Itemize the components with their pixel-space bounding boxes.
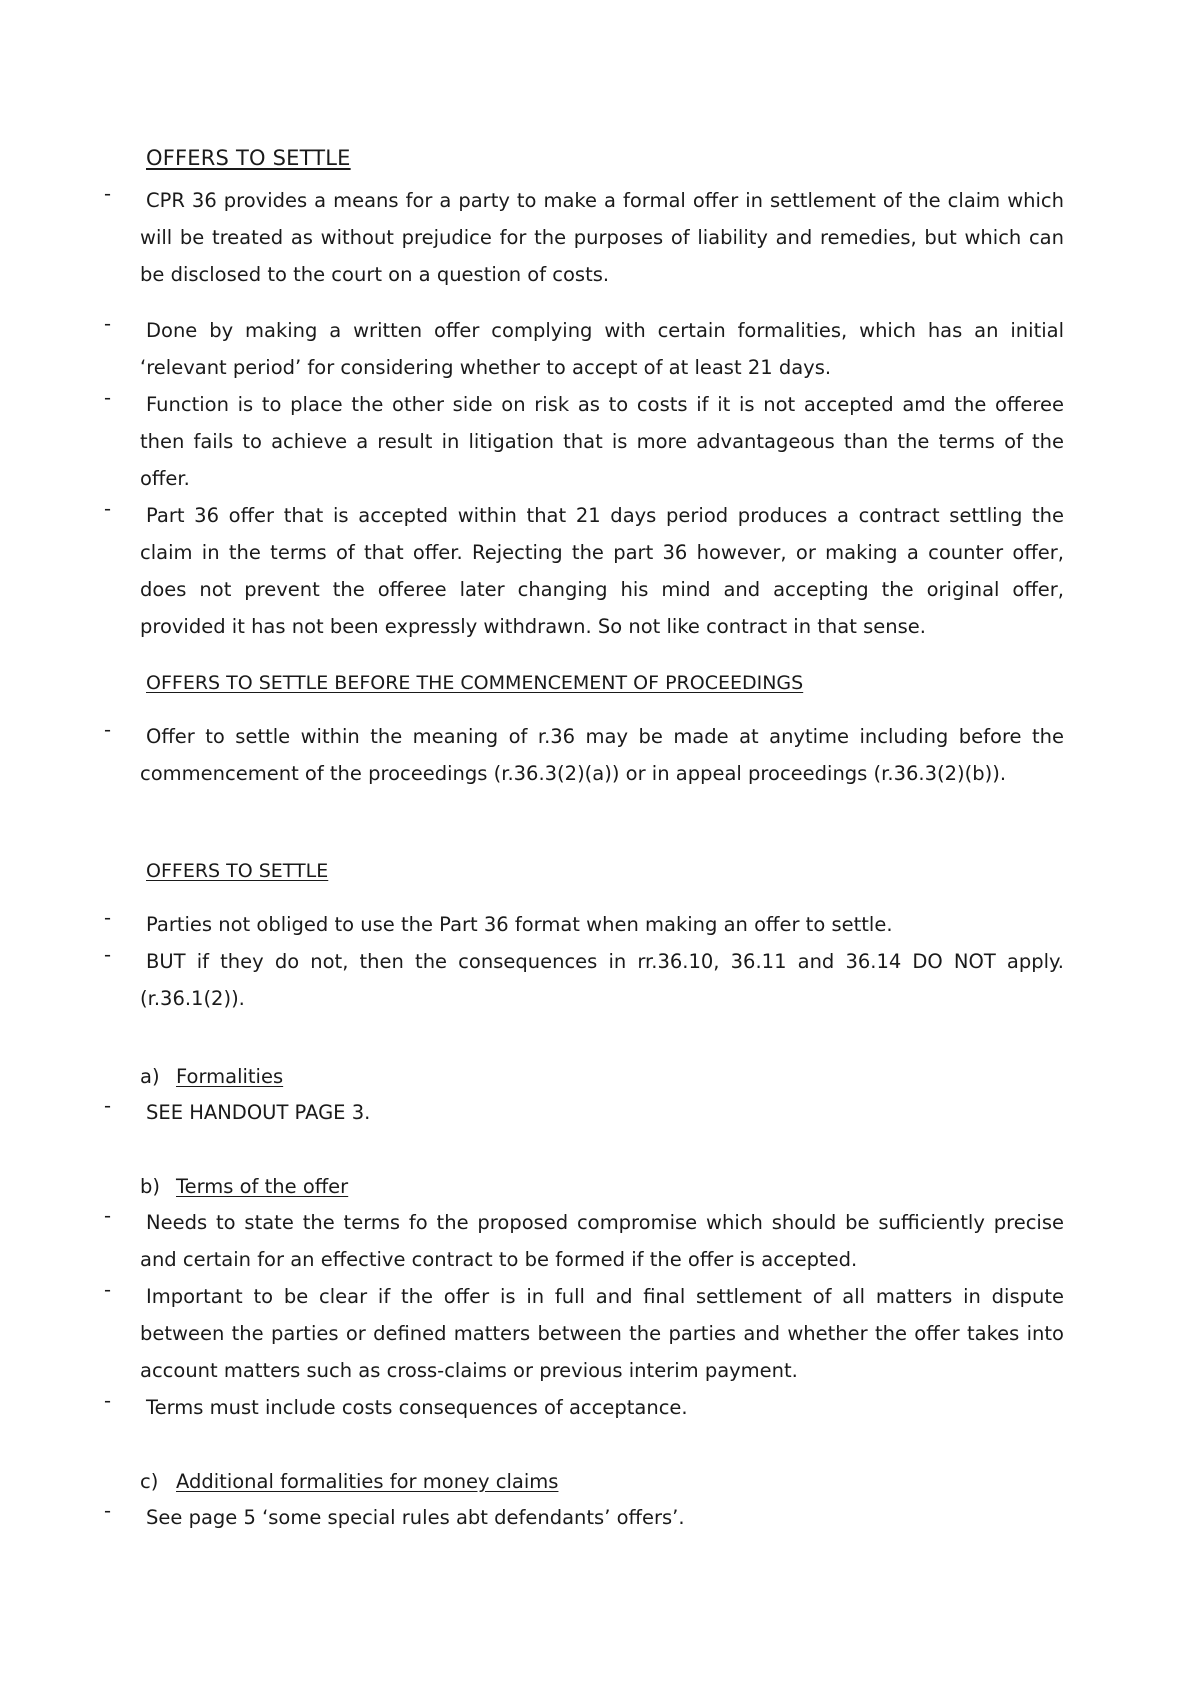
list-item — [104, 1204, 1064, 1278]
list-item — [104, 386, 1064, 497]
list-item — [104, 1499, 1064, 1536]
subsection-a — [140, 1065, 283, 1088]
list-item — [104, 1389, 1064, 1426]
list-item — [104, 906, 1064, 943]
list-item — [104, 1278, 1064, 1389]
subsection-c — [140, 1470, 558, 1493]
bullet-dash: - — [104, 718, 112, 741]
bullet-dash: - — [104, 1389, 112, 1412]
bullet-dash: - — [104, 906, 112, 929]
bullet-text: Important to be clear if the offer is in full and final settlement of all matters in dispute between the parties or defined matters between the parties and whether the offer takes into account matters such as cross-claims or previous interim payment. — [140, 1285, 1064, 1382]
list-item — [104, 497, 1064, 645]
section-heading: OFFERS TO SETTLE — [146, 860, 329, 882]
subsection-letter: c) — [140, 1470, 159, 1493]
bullet-dash: - — [104, 182, 112, 205]
bullet-text: See page 5 ‘some special rules abt defendants’ offers’. — [146, 1506, 685, 1529]
bullet-dash: - — [104, 386, 112, 409]
bullet-dash: - — [104, 943, 112, 966]
bullet-text: Offer to settle within the meaning of r.36 may be made at anytime including before the commencement of the proceedings (r.36.3(2)(a)) or in appeal proceedings (r.36.3(2)(b)). — [140, 725, 1064, 785]
list-item — [104, 1094, 1064, 1131]
subsection-letter: b) — [140, 1175, 160, 1198]
bullet-text: SEE HANDOUT PAGE 3. — [146, 1101, 371, 1124]
subsection-label: Formalities — [176, 1065, 284, 1088]
section-heading: OFFERS TO SETTLE BEFORE THE COMMENCEMENT OF PROCEEDINGS — [146, 672, 804, 694]
list-item — [104, 718, 1064, 792]
subsection-label: Additional formalities for money claims — [176, 1470, 559, 1493]
bullet-dash: - — [104, 1094, 112, 1117]
subsection-b — [140, 1175, 348, 1198]
bullet-text: Function is to place the other side on risk as to costs if it is not accepted amd the offeree then fails to achieve a result in litigation that is more advantageous than the terms of the offer. — [140, 393, 1064, 490]
bullet-dash: - — [104, 1204, 112, 1227]
bullet-text: Part 36 offer that is accepted within that 21 days period produces a contract settling the claim in the terms of that offer. Rejecting the part 36 however, or making a counter offer, does not prevent the offeree later changing his mind and accepting the original offer, provided it has not been expressly withdrawn. So not like contract in that sense. — [140, 504, 1064, 638]
bullet-text: Terms must include costs consequences of acceptance. — [146, 1396, 688, 1419]
bullet-dash: - — [104, 1499, 112, 1522]
bullet-text: CPR 36 provides a means for a party to make a formal offer in settlement of the claim which will be treated as without prejudice for the purposes of liability and remedies, but which can be disclosed to the court on a question of costs. — [140, 189, 1064, 286]
bullet-text: Needs to state the terms fo the proposed compromise which should be sufficiently precise and certain for an effective contract to be formed if the offer is accepted. — [140, 1211, 1064, 1271]
bullet-text: Done by making a written offer complying with certain formalities, which has an initial ‘relevant period’ for considering whether to accept of at least 21 days. — [140, 319, 1064, 379]
subsection-label: Terms of the offer — [176, 1175, 349, 1198]
page-title: OFFERS TO SETTLE — [146, 146, 351, 170]
list-item — [104, 182, 1064, 293]
bullet-text: BUT if they do not, then the consequences in rr.36.10, 36.11 and 36.14 DO NOT apply. (r.36.1(2)). — [140, 950, 1064, 1010]
bullet-text: Parties not obliged to use the Part 36 format when making an offer to settle. — [146, 913, 893, 936]
list-item — [104, 943, 1064, 1017]
list-item — [104, 312, 1064, 386]
bullet-dash: - — [104, 497, 112, 520]
bullet-dash: - — [104, 312, 112, 335]
subsection-letter: a) — [140, 1065, 160, 1088]
bullet-dash: - — [104, 1278, 112, 1301]
